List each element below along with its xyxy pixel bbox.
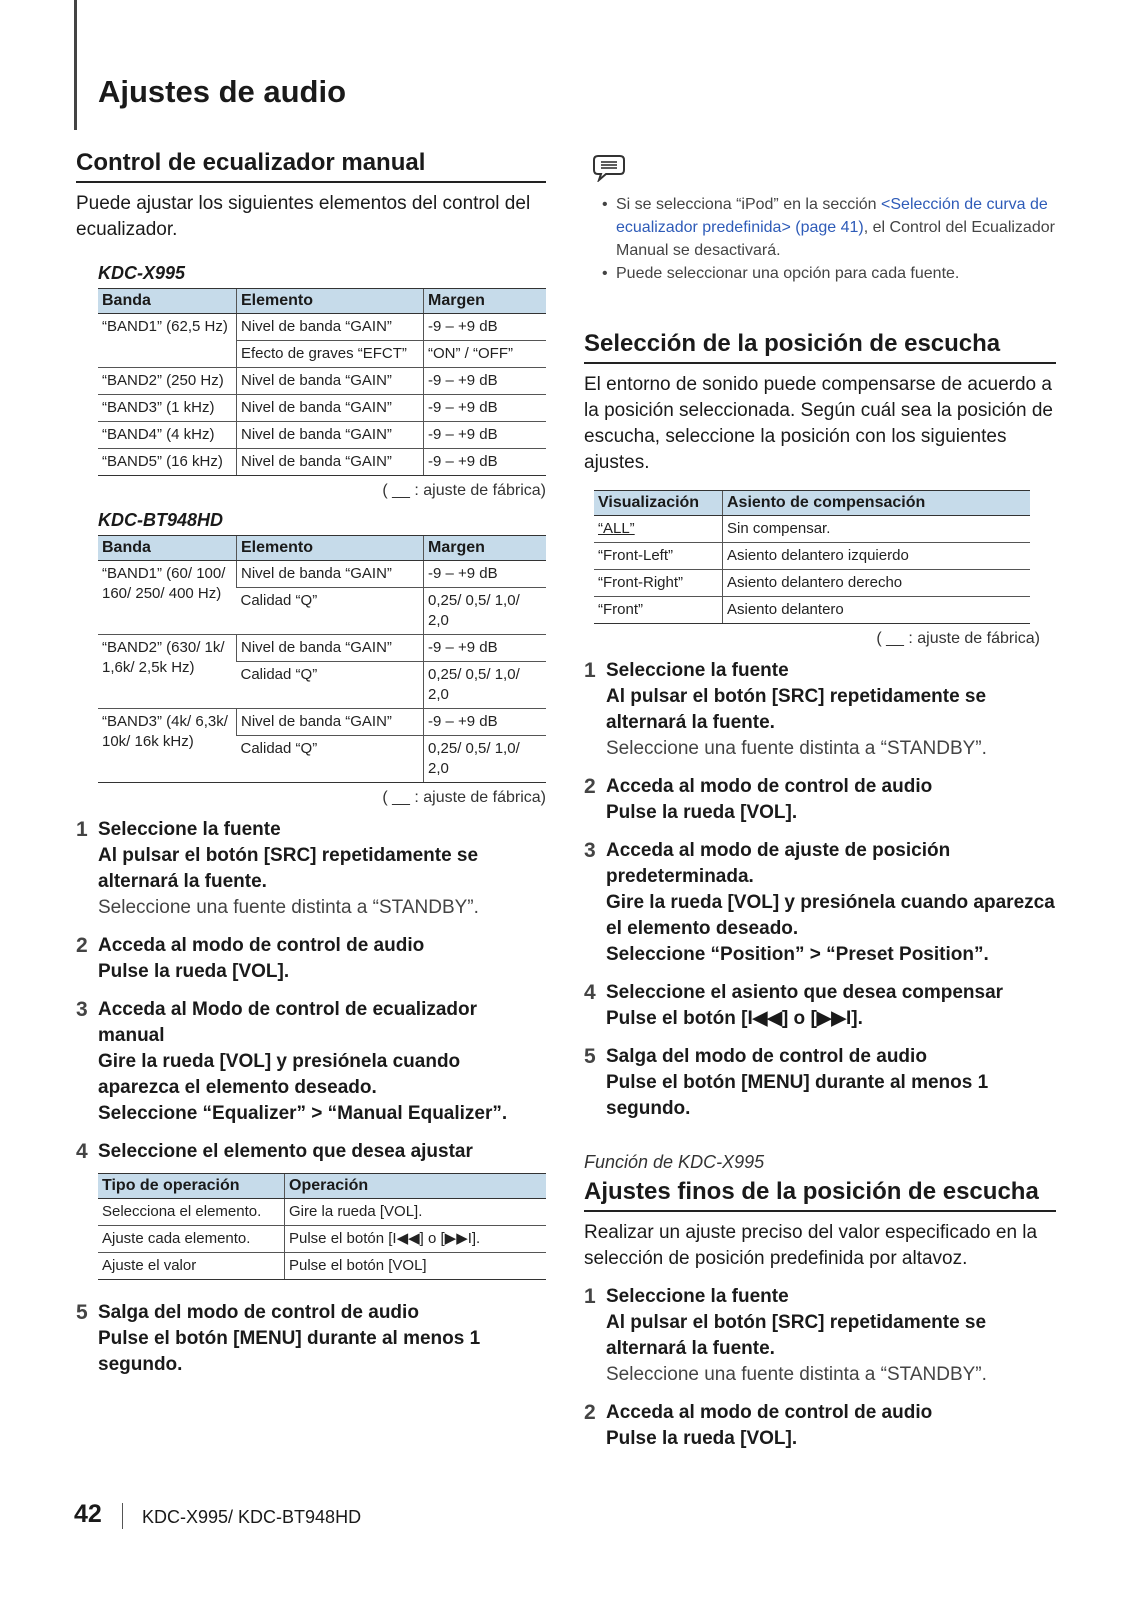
- table-header-row: [594, 491, 1030, 516]
- pos-step-2: [584, 774, 1056, 826]
- cell: Nivel de banda “GAIN”: [237, 422, 424, 449]
- left-column: [76, 148, 546, 1378]
- cell: Calidad “Q”: [237, 662, 424, 709]
- factory-note: ( __ : ajuste de fábrica): [382, 482, 546, 499]
- table-row: [594, 543, 1030, 570]
- step-number: 4: [584, 981, 596, 1004]
- cell: Ajuste el valor: [98, 1253, 285, 1280]
- cell: Calidad “Q”: [237, 588, 424, 635]
- step-text: Pulse la rueda [VOL].: [606, 802, 798, 823]
- cell: Nivel de banda “GAIN”: [237, 368, 424, 395]
- step-title: Acceda al Modo de control de ecualizador manual: [98, 999, 478, 1046]
- cell: 0,25/ 0,5/ 1,0/ 2,0: [424, 662, 547, 709]
- eq-step-1: [76, 817, 546, 921]
- header-rule: [74, 0, 77, 130]
- table-row: [98, 1199, 546, 1226]
- table-row: [594, 516, 1030, 543]
- step-number: 2: [584, 1401, 596, 1424]
- cell: “BAND2” (630/ 1k/ 1,6k/ 2,5k Hz): [98, 635, 237, 709]
- note-item: • Puede seleccionar una opción para cada fuente.: [602, 262, 1056, 285]
- cell: “BAND2” (250 Hz): [98, 368, 237, 395]
- cell: -9 – +9 dB: [424, 449, 547, 476]
- step-text: Gire la rueda [VOL] y presiónela cuando aparezca el elemento deseado.: [98, 1051, 461, 1098]
- step-title: Salga del modo de control de audio: [606, 1046, 927, 1067]
- cell: Asiento delantero: [723, 597, 1031, 624]
- position-heading: Selección de la posición de escucha: [584, 329, 1056, 364]
- cell: “BAND3” (1 kHz): [98, 395, 237, 422]
- step-text: Pulse la rueda [VOL].: [606, 1428, 798, 1449]
- table-row: [98, 314, 546, 341]
- cell: “Front”: [594, 597, 723, 624]
- cell: -9 – +9 dB: [424, 314, 547, 341]
- step-number: 3: [584, 839, 596, 862]
- cell: “BAND1” (60/ 100/ 160/ 250/ 400 Hz): [98, 561, 237, 635]
- col-asiento: Asiento de compensación: [723, 491, 1031, 516]
- cell: -9 – +9 dB: [424, 709, 547, 736]
- cell: -9 – +9 dB: [424, 635, 547, 662]
- eq-step-2: [76, 933, 546, 985]
- step-title: Seleccione el elemento que desea ajustar: [98, 1141, 473, 1162]
- cell: -9 – +9 dB: [424, 368, 547, 395]
- fine-step-2: [584, 1400, 1056, 1452]
- step-title: Salga del modo de control de audio: [98, 1302, 419, 1323]
- table-header-row: [98, 289, 546, 314]
- step-text: Pulse el botón [I◀◀] o [▶▶I].: [606, 1008, 863, 1029]
- pos-step-5: [584, 1044, 1056, 1122]
- step-text: Seleccione “Position” > “Preset Position”.: [606, 944, 989, 965]
- step-title: Seleccione la fuente: [98, 819, 281, 840]
- cell: “Front-Right”: [594, 570, 723, 597]
- note-text: Si se selecciona “iPod” en la sección: [616, 196, 882, 213]
- step-text: Al pulsar el botón [SRC] repetidamente se alternará la fuente.: [98, 845, 479, 892]
- step-title: Acceda al modo de ajuste de posición predeterminada.: [606, 840, 951, 887]
- factory-note: ( __ : ajuste de fábrica): [876, 630, 1040, 647]
- cell: Efecto de graves “EFCT”: [237, 341, 424, 368]
- col-tipo: Tipo de operación: [98, 1174, 285, 1199]
- x995-table: [98, 288, 546, 476]
- model-bt948hd: KDC-BT948HD: [98, 510, 224, 530]
- col-margen: Margen: [424, 289, 547, 314]
- position-table: [594, 490, 1030, 624]
- step-text: Al pulsar el botón [SRC] repetidamente se alternará la fuente.: [606, 686, 987, 733]
- step-text: Seleccione “Equalizer” > “Manual Equalizer”.: [98, 1103, 508, 1124]
- fine-intro: Realizar un ajuste preciso del valor especificado en la selección de posición predefinida por altavoz.: [584, 1222, 1038, 1269]
- table-row: [98, 1226, 546, 1253]
- page-number: 42: [74, 1500, 102, 1528]
- table-header-row: [98, 1174, 546, 1199]
- step-title: Acceda al modo de control de audio: [98, 935, 425, 956]
- step-number: 5: [76, 1301, 88, 1324]
- table-row: [98, 709, 546, 736]
- col-elemento: Elemento: [237, 289, 424, 314]
- function-label: Función de KDC-X995: [584, 1152, 765, 1172]
- cell: Nivel de banda “GAIN”: [237, 561, 424, 588]
- step-number: 5: [584, 1045, 596, 1068]
- eq-step-3: [76, 997, 546, 1127]
- cell: Asiento delantero izquierdo: [723, 543, 1031, 570]
- page-title: Ajustes de audio: [98, 74, 347, 109]
- note-item: [602, 193, 1056, 262]
- eq-step-5: [76, 1300, 546, 1378]
- step-number: 2: [584, 775, 596, 798]
- cell: “BAND1” (62,5 Hz): [102, 318, 228, 335]
- pos-step-1: [584, 658, 1056, 762]
- table-row: [594, 597, 1030, 624]
- cell: Pulse el botón [I◀◀] o [▶▶I].: [285, 1226, 547, 1253]
- pos-step-3: [584, 838, 1056, 968]
- step-title: Seleccione el asiento que desea compensar: [606, 982, 1004, 1003]
- cell: Nivel de banda “GAIN”: [237, 635, 424, 662]
- step-text: Pulse la rueda [VOL].: [98, 961, 290, 982]
- step-number: 1: [584, 659, 596, 682]
- factory-note: ( __ : ajuste de fábrica): [382, 789, 546, 806]
- step-text: Pulse el botón [MENU] durante al menos 1 segundo.: [606, 1072, 989, 1119]
- operation-table: [98, 1173, 546, 1280]
- step-note: Seleccione una fuente distinta a “STANDBY”.: [606, 1364, 987, 1385]
- note-text: , el Control del Ecualizador Manual se desactivará.: [616, 219, 1055, 259]
- step-number: 2: [76, 934, 88, 957]
- cell: 0,25/ 0,5/ 1,0/ 2,0: [424, 736, 547, 783]
- table-row: [98, 561, 546, 588]
- step-note: Seleccione una fuente distinta a “STANDBY”.: [98, 897, 479, 918]
- eq-intro: Puede ajustar los siguientes elementos del control del ecualizador.: [76, 193, 531, 240]
- table-row: [98, 449, 546, 476]
- cell: “BAND4” (4 kHz): [98, 422, 237, 449]
- cell: Calidad “Q”: [237, 736, 424, 783]
- table-row: [98, 395, 546, 422]
- right-column: [584, 148, 1056, 1452]
- col-visualizacion: Visualización: [594, 491, 723, 516]
- model-x995: KDC-X995: [98, 263, 186, 283]
- cell: Nivel de banda “GAIN”: [237, 395, 424, 422]
- cell: 0,25/ 0,5/ 1,0/ 2,0: [424, 588, 547, 635]
- footer-divider: [122, 1503, 123, 1529]
- col-banda: Banda: [98, 536, 237, 561]
- cell: Sin compensar.: [723, 516, 1031, 543]
- cell: Nivel de banda “GAIN”: [237, 709, 424, 736]
- cell: Ajuste cada elemento.: [98, 1226, 285, 1253]
- col-elemento: Elemento: [237, 536, 424, 561]
- step-title: Seleccione la fuente: [606, 660, 789, 681]
- step-title: Acceda al modo de control de audio: [606, 1402, 933, 1423]
- pos-step-4: [584, 980, 1056, 1032]
- eq-step-4: [76, 1139, 546, 1165]
- cell: -9 – +9 dB: [424, 561, 547, 588]
- cell: [98, 341, 237, 368]
- note-icon: [592, 152, 626, 182]
- step-number: 1: [584, 1285, 596, 1308]
- cell: Selecciona el elemento.: [98, 1199, 285, 1226]
- step-number: 3: [76, 998, 88, 1021]
- step-number: 1: [76, 818, 88, 841]
- table-row: [98, 368, 546, 395]
- cell: “ON” / “OFF”: [424, 341, 547, 368]
- position-intro: El entorno de sonido puede compensarse de acuerdo a la posición seleccionada. Según cuál sea la posición de escucha, seleccione la posición con los siguientes ajustes.: [584, 374, 1053, 473]
- cell: Nivel de banda “GAIN”: [237, 314, 424, 341]
- step-title: Seleccione la fuente: [606, 1286, 789, 1307]
- cell: “ALL”: [594, 516, 723, 543]
- step-text: Pulse el botón [MENU] durante al menos 1 segundo.: [98, 1328, 481, 1375]
- page-link[interactable]: <Selección de curva de ecualizador predefinida> (page 41): [616, 196, 1048, 236]
- cell: “BAND3” (4k/ 6,3k/ 10k/ 16k kHz): [98, 709, 237, 783]
- step-number: 4: [76, 1140, 88, 1163]
- col-operacion: Operación: [285, 1174, 547, 1199]
- table-header-row: [98, 536, 546, 561]
- table-row: [98, 341, 546, 368]
- table-row: [594, 570, 1030, 597]
- bt948hd-table: [98, 535, 546, 783]
- footer-model: KDC-X995/ KDC-BT948HD: [142, 1507, 362, 1527]
- table-row: [98, 422, 546, 449]
- step-title: Acceda al modo de control de audio: [606, 776, 933, 797]
- cell: -9 – +9 dB: [424, 395, 547, 422]
- step-note: Seleccione una fuente distinta a “STANDBY”.: [606, 738, 987, 759]
- col-margen: Margen: [424, 536, 547, 561]
- step-text: Gire la rueda [VOL] y presiónela cuando aparezca el elemento deseado.: [606, 892, 1055, 939]
- cell: Gire la rueda [VOL].: [285, 1199, 547, 1226]
- fine-step-1: [584, 1284, 1056, 1388]
- cell: “BAND5” (16 kHz): [98, 449, 237, 476]
- cell: “Front-Left”: [594, 543, 723, 570]
- cell: Pulse el botón [VOL]: [285, 1253, 547, 1280]
- fine-heading: Ajustes finos de la posición de escucha: [584, 1177, 1056, 1212]
- step-text: Al pulsar el botón [SRC] repetidamente se alternará la fuente.: [606, 1312, 987, 1359]
- table-row: [98, 635, 546, 662]
- notes-list: [602, 193, 1056, 285]
- cell: Nivel de banda “GAIN”: [237, 449, 424, 476]
- cell: -9 – +9 dB: [424, 422, 547, 449]
- cell: Asiento delantero derecho: [723, 570, 1031, 597]
- table-row: [98, 1253, 546, 1280]
- eq-heading: Control de ecualizador manual: [76, 148, 546, 183]
- col-banda: Banda: [98, 289, 237, 314]
